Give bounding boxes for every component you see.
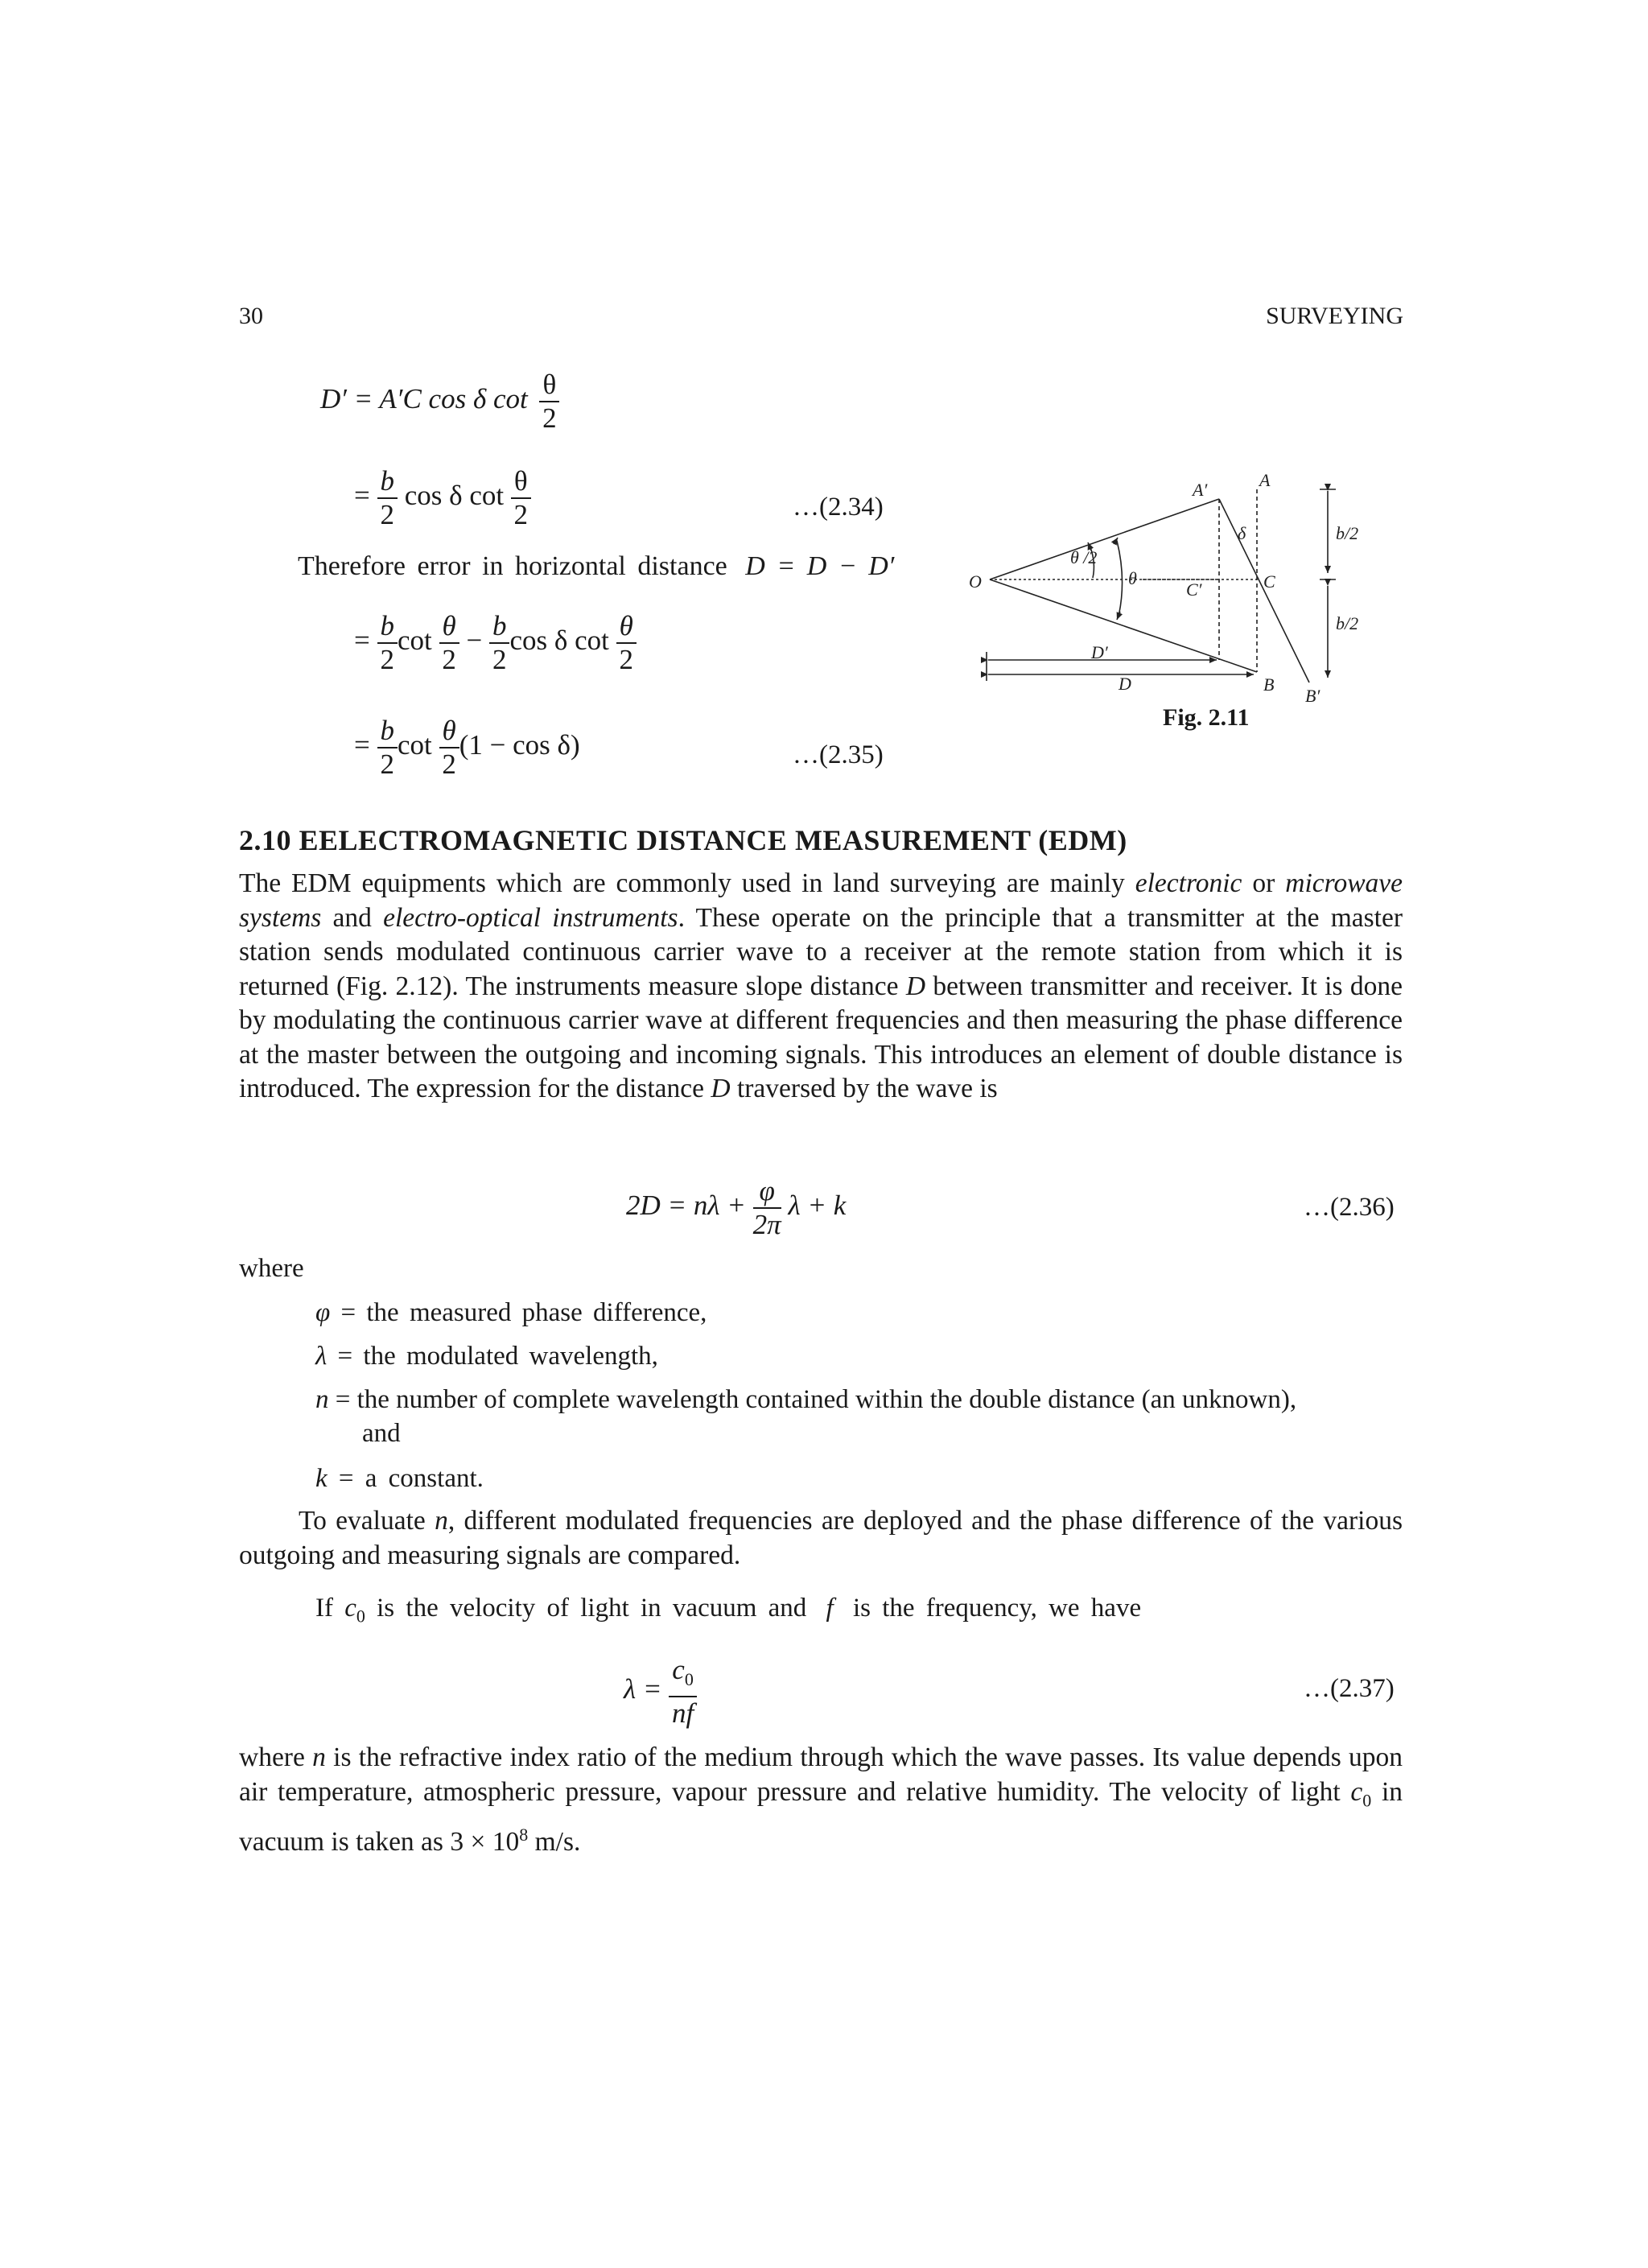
ray-o-to-aprime <box>990 499 1219 579</box>
theta-arc <box>1117 541 1123 616</box>
where-label: where <box>239 1254 304 1283</box>
fraction-phi-over-2pi <box>753 1175 781 1241</box>
p4-text-a: where <box>239 1742 305 1772</box>
p4-sup-8: 8 <box>519 1824 529 1845</box>
p3-text-a: If <box>315 1594 333 1623</box>
label-o: O <box>969 571 982 592</box>
p1-text-d: traversed by the wave is <box>736 1074 998 1103</box>
p4-var-c: c <box>1350 1776 1363 1807</box>
label-d: D <box>1119 674 1131 694</box>
fraction-theta-over-2 <box>439 610 459 676</box>
def-symbol: φ <box>315 1298 331 1327</box>
frac-num: θ <box>619 610 633 641</box>
eq-cot: cot <box>398 729 432 761</box>
p1-text-b: . These operate on the principle that a transmitter at the master station sends modulated continuous carrier wave to a receiver at the remote station from which it is returned (Fig. 2.12). The instruments measure slope distance <box>239 902 1403 1001</box>
eq-dprime-lhs: D′ = A′C cos δ cot <box>320 383 528 415</box>
therefore-text: Therefore error in horizontal distance <box>298 551 727 581</box>
p3-text-c: is the frequency, we have <box>852 1594 1142 1623</box>
section-heading: 2.10 EELECTROMAGNETIC DISTANCE MEASUREMENT (EDM) <box>239 824 1127 856</box>
fraction-theta-over-2 <box>511 465 531 531</box>
eq237-num-sub: 0 <box>684 1669 694 1689</box>
definition-k <box>315 1462 484 1495</box>
label-aprime: A′ <box>1193 480 1208 500</box>
therefore-line <box>298 550 894 583</box>
figure-2-11 <box>958 467 1360 708</box>
fraction-c0-over-nf <box>669 1654 697 1730</box>
frac-num-b: b <box>380 610 394 641</box>
fraction-theta-over-2 <box>439 715 459 781</box>
def-symbol: k <box>315 1464 328 1493</box>
paragraph-evaluate-n <box>239 1504 1403 1573</box>
paragraph-refractive-index <box>239 1741 1403 1859</box>
equation-235 <box>354 715 580 781</box>
frac-num: θ <box>511 465 531 499</box>
label-theta-half: θ /2 <box>1070 547 1098 567</box>
label-cprime: C′ <box>1186 579 1202 600</box>
p1-var-d2: D <box>711 1074 731 1103</box>
eq236-den: 2π <box>752 1209 781 1240</box>
p3-sub-0: 0 <box>356 1606 365 1627</box>
ray-o-to-b <box>990 579 1257 672</box>
frac-den: 2 <box>442 644 456 675</box>
page-number: 30 <box>239 303 263 329</box>
fraction-theta-over-2 <box>539 369 559 435</box>
frac-num-b: b <box>380 465 394 497</box>
eq-minus: − <box>466 625 483 657</box>
p4-text-b: is the refractive index ratio of the medium through which the wave passes. Its value depends upon air temperature, atmospheric pressure, vapour pressure and relative humidity. The velocity of light <box>239 1742 1403 1807</box>
label-a: A <box>1259 470 1271 490</box>
p1-electronic: electronic <box>1135 868 1242 898</box>
eq-sign: = <box>354 729 370 761</box>
def-text: = the number of complete wavelength contained within the double distance (an unknown), <box>335 1385 1297 1414</box>
eq237-lhs: λ = <box>624 1673 662 1705</box>
def-text: = the modulated wavelength, <box>337 1342 658 1371</box>
label-theta: θ <box>1128 568 1137 588</box>
label-b-half-bottom: b/2 <box>1336 613 1359 633</box>
eq-cot: cot <box>398 625 432 657</box>
equation-number-237: …(2.37) <box>1304 1674 1395 1703</box>
def-text: = the measured phase difference, <box>340 1298 707 1327</box>
paragraph-velocity <box>315 1591 1141 1634</box>
p4-text-d: m/s. <box>534 1826 581 1857</box>
paragraph-edm-intro <box>239 867 1403 1107</box>
fraction-b-over-2 <box>377 715 398 781</box>
label-c: C <box>1263 571 1275 592</box>
frac-den: 2 <box>442 748 456 780</box>
eq237-den: nf <box>671 1697 694 1729</box>
definition-phi <box>315 1296 707 1330</box>
eq-sign: = <box>354 625 370 657</box>
frac-den: 2 <box>492 644 507 675</box>
frac-den: 2 <box>619 644 633 675</box>
p1-text-c: between transmitter and receiver. It is done by modulating the continuous carrier wave at different frequencies and then measuring the phase difference at the master between the outgoing and incoming signals. This introduces an element of double distance is introduced. The expression for the distance <box>239 971 1403 1103</box>
p1-var-d: D <box>905 971 926 1001</box>
label-b: B <box>1263 674 1275 695</box>
p1-microwave: microwave systems <box>239 868 1403 933</box>
eq-cos-cot: cos δ cot <box>509 625 609 657</box>
def-text: = a constant. <box>338 1464 484 1493</box>
fraction-b-over-2 <box>489 610 510 676</box>
eq237-num: c <box>672 1654 685 1685</box>
p1-and: and <box>332 902 372 933</box>
frac-den: 2 <box>542 402 557 434</box>
p1-text-a: The EDM equipments which are commonly used in land surveying are mainly <box>239 868 1125 898</box>
eq-cos-cot: cos δ cot <box>404 480 505 512</box>
equation-error-expansion <box>354 610 637 676</box>
frac-den: 2 <box>380 499 394 530</box>
definition-lambda <box>315 1339 658 1373</box>
running-title: SURVEYING <box>1266 303 1403 329</box>
eq236-rhs: λ + k <box>788 1190 847 1222</box>
label-dprime: D′ <box>1091 642 1108 662</box>
frac-num-b: b <box>380 715 394 746</box>
frac-num-b: b <box>492 610 507 641</box>
eq236-num: φ <box>759 1175 775 1206</box>
frac-num: θ <box>442 610 456 641</box>
p2-var-n: n <box>435 1506 448 1536</box>
p1-electro-optical: electro-optical instruments <box>383 902 678 933</box>
eq236-lhs: 2D = nλ + <box>626 1190 746 1222</box>
equation-dprime <box>320 369 559 435</box>
label-delta: δ <box>1238 523 1246 543</box>
definition-n <box>315 1383 1403 1416</box>
frac-den: 2 <box>513 499 529 530</box>
p4-sub-0: 0 <box>1362 1790 1372 1811</box>
fraction-theta-over-2 <box>616 610 637 676</box>
definition-n-cont: and <box>362 1419 401 1448</box>
figure-caption: Fig. 2.11 <box>1163 704 1250 731</box>
p3-var-f: f <box>826 1594 834 1623</box>
therefore-eq: D = D − D′ <box>745 551 895 581</box>
label-bprime: B′ <box>1305 686 1320 706</box>
p3-var-c: c <box>344 1594 356 1623</box>
p2-text-b: , different modulated frequencies are deployed and the phase difference of the various outgoing and measuring signals are compared. <box>239 1506 1403 1570</box>
eq-paren: (1 − cos δ) <box>459 729 580 761</box>
frac-num: θ <box>442 715 456 746</box>
label-b-half-top: b/2 <box>1336 523 1359 543</box>
def-symbol: λ <box>315 1342 328 1371</box>
frac-den: 2 <box>380 644 394 675</box>
fraction-b-over-2 <box>377 610 398 676</box>
p4-text-c: in vacuum is taken as 3 × 10 <box>239 1776 1403 1857</box>
p3-text-b: is the velocity of light in vacuum and <box>377 1594 807 1623</box>
frac-num: θ <box>539 369 559 402</box>
equation-234 <box>354 465 531 531</box>
frac-den: 2 <box>380 748 394 780</box>
fraction-b-over-2 <box>377 465 398 531</box>
equation-236 <box>626 1175 846 1241</box>
eq-sign: = <box>354 480 370 512</box>
p4-var-n: n <box>312 1742 326 1772</box>
equation-number-235: …(2.35) <box>793 740 884 769</box>
p2-text-a: To evaluate <box>299 1506 426 1536</box>
def-symbol: n <box>315 1385 329 1414</box>
equation-number-236: …(2.36) <box>1304 1193 1395 1222</box>
p1-or: or <box>1252 868 1275 898</box>
equation-number-234: …(2.34) <box>793 493 884 522</box>
equation-237 <box>624 1654 697 1730</box>
